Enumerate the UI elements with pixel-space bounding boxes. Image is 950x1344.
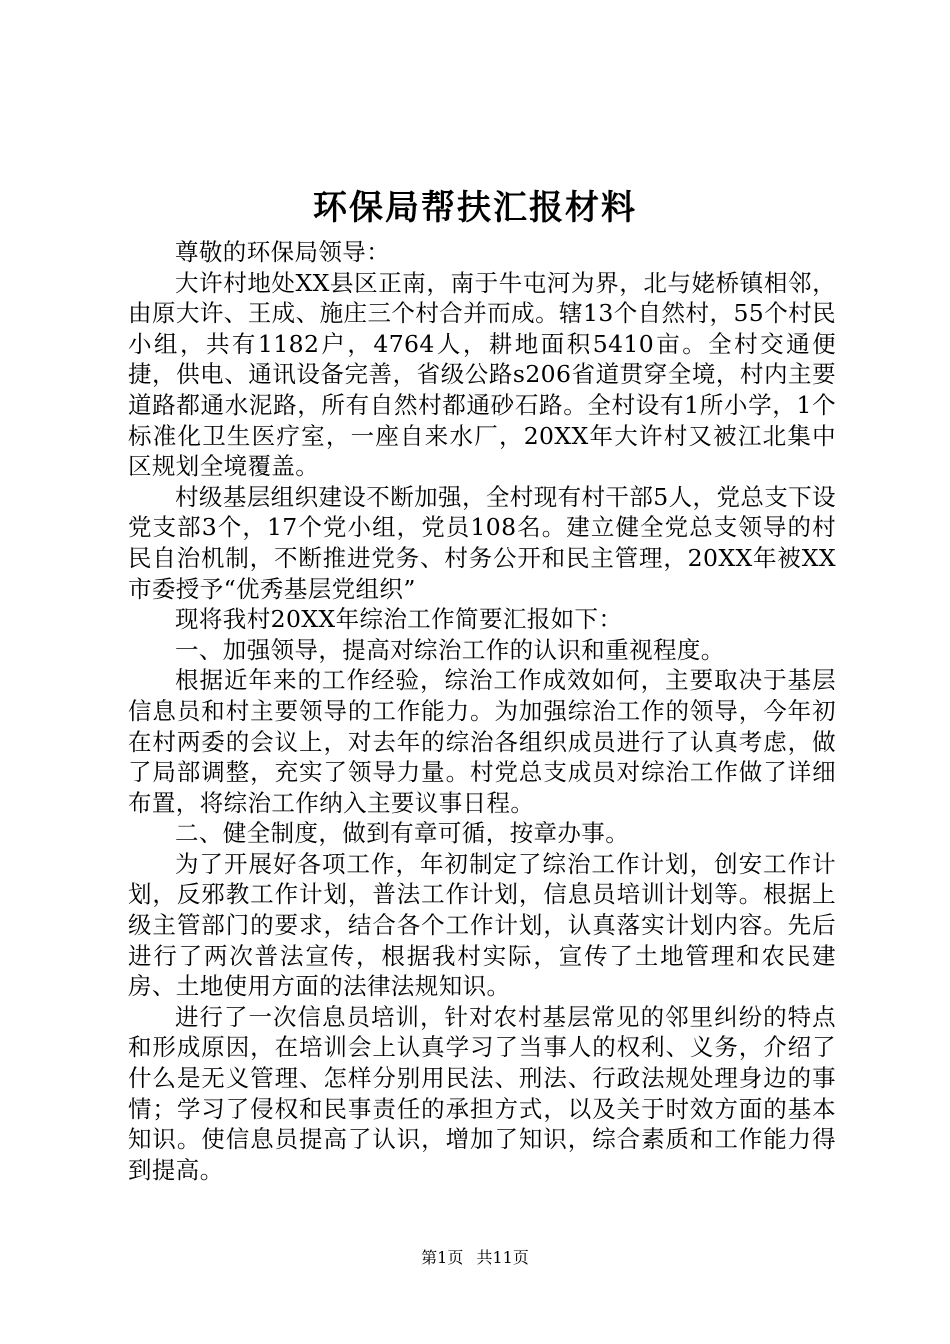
paragraph: 进行了一次信息员培训，针对农村基层常见的邻里纠纷的特点和形成原因，在培训会上认真学习了当事人的权利、义务，介绍了什么是无义管理、怎样分别用民法、刑法、行政法规处理身边的事情；学习了侵权和民事责任的承担方式，以及关于时效方面的基本知识。使信息员提高了认识，增加了知识，综合素质和工作能力得到提高。: [128, 1002, 836, 1184]
paragraph: 现将我村20XX年综治工作简要汇报如下：: [175, 605, 623, 634]
section-heading: 一、加强领导，提高对综治工作的认识和重视程度。: [175, 635, 725, 664]
paragraph: 村级基层组织建设不断加强，全村现有村干部5人，党总支下设党支部3个，17个党小组，党员108名。建立健全党总支领导的村民自治机制，不断推进党务、村务公开和民主管理，20XX年被XX市委授予“优秀基层党组织”: [128, 482, 836, 603]
document-title: 环保局帮扶汇报材料: [313, 188, 637, 228]
page-number: 第1页: [421, 1248, 464, 1267]
paragraph: 根据近年来的工作经验，综治工作成效如何，主要取决于基层信息员和村主要领导的工作能力。为加强综治工作的领导，今年初在村两委的会议上，对去年的综治各组织成员进行了认真考虑，做了局部调整，充实了领导力量。村党总支成员对综治工作做了详细布置，将综治工作纳入主要议事日程。: [128, 666, 836, 817]
page-total: 共11页: [476, 1248, 529, 1267]
document-body: [128, 237, 836, 1185]
section-heading: 二、健全制度，做到有章可循，按章办事。: [175, 819, 630, 848]
salutation: 尊敬的环保局领导：: [175, 238, 391, 266]
paragraph: 为了开展好各项工作，年初制定了综治工作计划，创安工作计划，反邪教工作计划，普法工作计划，信息员培训计划等。根据上级主管部门的要求，结合各个工作计划，认真落实计划内容。先后进行了两次普法宣传，根据我村实际，宣传了土地管理和农民建房、土地使用方面的法律法规知识。: [128, 849, 836, 1001]
paragraph: 大许村地处XX县区正南，南于牛屯河为界，北与姥桥镇相邻，由原大许、王成、施庄三个村合并而成。辖13个自然村，55个村民小组，共有1182户，4764人，耕地面积5410亩。全村交通便捷，供电、通讯设备完善，省级公路s206省道贯穿全境，村内主要道路都通水泥路，所有自然村都通砂石路。全村设有1所小学，1个标准化卫生医疗室，一座自来水厂，20XX年大许村又被江北集中区规划全境覆盖。: [128, 268, 836, 481]
page-footer: [0, 1248, 950, 1268]
